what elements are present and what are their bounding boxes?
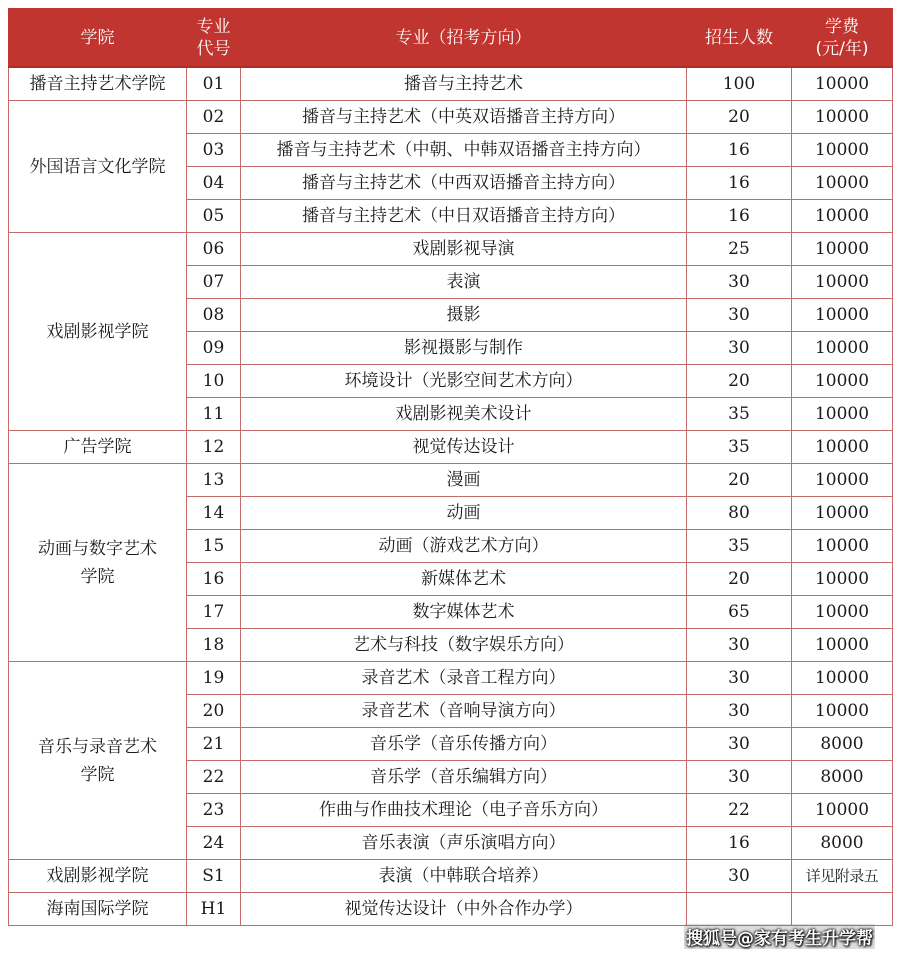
code-cell: 12 (187, 431, 241, 464)
major-cell: 环境设计（光影空间艺术方向） (241, 365, 687, 398)
fee-cell (792, 893, 893, 926)
code-cell: 24 (187, 827, 241, 860)
enroll-cell: 100 (687, 67, 792, 101)
header-college: 学院 (9, 9, 187, 68)
code-cell: 16 (187, 563, 241, 596)
code-cell: 14 (187, 497, 241, 530)
enroll-cell: 35 (687, 398, 792, 431)
code-cell: 08 (187, 299, 241, 332)
code-cell: H1 (187, 893, 241, 926)
major-cell: 录音艺术（录音工程方向） (241, 662, 687, 695)
college-cell: 外国语言文化学院 (9, 101, 187, 233)
major-cell: 表演 (241, 266, 687, 299)
college-cell: 戏剧影视学院 (9, 233, 187, 431)
code-cell: 17 (187, 596, 241, 629)
enroll-cell: 16 (687, 134, 792, 167)
code-cell: 18 (187, 629, 241, 662)
fee-cell: 10000 (792, 332, 893, 365)
major-cell: 视觉传达设计（中外合作办学） (241, 893, 687, 926)
code-cell: 11 (187, 398, 241, 431)
fee-cell: 10000 (792, 134, 893, 167)
fee-cell: 10000 (792, 431, 893, 464)
code-cell: 06 (187, 233, 241, 266)
header-code: 专业 代号 (187, 9, 241, 68)
fee-cell: 10000 (792, 101, 893, 134)
major-cell: 播音与主持艺术（中朝、中韩双语播音主持方向） (241, 134, 687, 167)
enroll-cell: 20 (687, 464, 792, 497)
code-cell: 02 (187, 101, 241, 134)
college-cell: 海南国际学院 (9, 893, 187, 926)
college-cell: 广告学院 (9, 431, 187, 464)
enroll-cell: 22 (687, 794, 792, 827)
enroll-cell: 30 (687, 695, 792, 728)
fee-cell: 8000 (792, 728, 893, 761)
enroll-cell: 30 (687, 266, 792, 299)
table-row (9, 233, 893, 266)
fee-cell: 10000 (792, 464, 893, 497)
fee-cell: 10000 (792, 233, 893, 266)
enroll-cell: 30 (687, 332, 792, 365)
major-cell: 漫画 (241, 464, 687, 497)
college-cell: 动画与数字艺术 学院 (9, 464, 187, 662)
fee-cell: 8000 (792, 827, 893, 860)
major-cell: 影视摄影与制作 (241, 332, 687, 365)
code-cell: 22 (187, 761, 241, 794)
code-cell: 01 (187, 67, 241, 101)
code-cell: S1 (187, 860, 241, 893)
major-cell: 戏剧影视美术设计 (241, 398, 687, 431)
enroll-cell: 16 (687, 167, 792, 200)
major-cell: 播音与主持艺术（中日双语播音主持方向） (241, 200, 687, 233)
fee-cell: 10000 (792, 695, 893, 728)
fee-cell: 10000 (792, 596, 893, 629)
enroll-cell: 65 (687, 596, 792, 629)
fee-cell: 10000 (792, 497, 893, 530)
college-cell: 播音主持艺术学院 (9, 67, 187, 101)
major-cell: 音乐学（音乐编辑方向） (241, 761, 687, 794)
major-cell: 音乐表演（声乐演唱方向） (241, 827, 687, 860)
major-cell: 视觉传达设计 (241, 431, 687, 464)
fee-cell: 10000 (792, 398, 893, 431)
code-cell: 19 (187, 662, 241, 695)
code-cell: 10 (187, 365, 241, 398)
header-major: 专业（招考方向） (241, 9, 687, 68)
enroll-cell: 35 (687, 431, 792, 464)
major-cell: 播音与主持艺术（中英双语播音主持方向） (241, 101, 687, 134)
table-row (9, 860, 893, 893)
enroll-cell: 30 (687, 662, 792, 695)
table-row (9, 67, 893, 101)
major-cell: 音乐学（音乐传播方向） (241, 728, 687, 761)
enroll-cell: 35 (687, 530, 792, 563)
fee-cell: 10000 (792, 200, 893, 233)
code-cell: 09 (187, 332, 241, 365)
enroll-cell: 20 (687, 101, 792, 134)
enroll-cell: 20 (687, 365, 792, 398)
fee-cell: 10000 (792, 67, 893, 101)
fee-cell: 10000 (792, 563, 893, 596)
enroll-cell: 30 (687, 728, 792, 761)
code-cell: 05 (187, 200, 241, 233)
fee-cell: 10000 (792, 365, 893, 398)
table-row (9, 101, 893, 134)
major-cell: 录音艺术（音响导演方向） (241, 695, 687, 728)
enrollment-table (8, 8, 893, 926)
code-cell: 23 (187, 794, 241, 827)
enroll-cell: 30 (687, 299, 792, 332)
fee-cell: 详见附录五 (792, 860, 893, 893)
table-row (9, 464, 893, 497)
major-cell: 艺术与科技（数字娱乐方向） (241, 629, 687, 662)
major-cell: 摄影 (241, 299, 687, 332)
header-row (9, 9, 893, 68)
major-cell: 动画 (241, 497, 687, 530)
code-cell: 04 (187, 167, 241, 200)
header-enroll: 招生人数 (687, 9, 792, 68)
fee-cell: 8000 (792, 761, 893, 794)
table-row (9, 662, 893, 695)
fee-cell: 10000 (792, 629, 893, 662)
code-cell: 07 (187, 266, 241, 299)
enroll-cell: 25 (687, 233, 792, 266)
enroll-cell: 80 (687, 497, 792, 530)
major-cell: 戏剧影视导演 (241, 233, 687, 266)
major-cell: 播音与主持艺术 (241, 67, 687, 101)
fee-cell: 10000 (792, 530, 893, 563)
enroll-cell: 16 (687, 200, 792, 233)
enroll-cell (687, 893, 792, 926)
fee-cell: 10000 (792, 662, 893, 695)
enroll-cell: 16 (687, 827, 792, 860)
table-body (9, 67, 893, 926)
enroll-cell: 30 (687, 629, 792, 662)
enroll-cell: 30 (687, 860, 792, 893)
fee-cell: 10000 (792, 167, 893, 200)
code-cell: 15 (187, 530, 241, 563)
watermark: 搜狐号@家有考生升学帮 (684, 924, 875, 949)
code-cell: 03 (187, 134, 241, 167)
header-fee: 学费 (元/年) (792, 9, 893, 68)
fee-cell: 10000 (792, 266, 893, 299)
enroll-cell: 30 (687, 761, 792, 794)
table-row (9, 431, 893, 464)
major-cell: 数字媒体艺术 (241, 596, 687, 629)
major-cell: 表演（中韩联合培养） (241, 860, 687, 893)
major-cell: 动画（游戏艺术方向） (241, 530, 687, 563)
code-cell: 20 (187, 695, 241, 728)
table-row (9, 893, 893, 926)
fee-cell: 10000 (792, 794, 893, 827)
fee-cell: 10000 (792, 299, 893, 332)
major-cell: 作曲与作曲技术理论（电子音乐方向） (241, 794, 687, 827)
college-cell: 音乐与录音艺术 学院 (9, 662, 187, 860)
college-cell: 戏剧影视学院 (9, 860, 187, 893)
enroll-cell: 20 (687, 563, 792, 596)
major-cell: 新媒体艺术 (241, 563, 687, 596)
code-cell: 21 (187, 728, 241, 761)
major-cell: 播音与主持艺术（中西双语播音主持方向） (241, 167, 687, 200)
code-cell: 13 (187, 464, 241, 497)
